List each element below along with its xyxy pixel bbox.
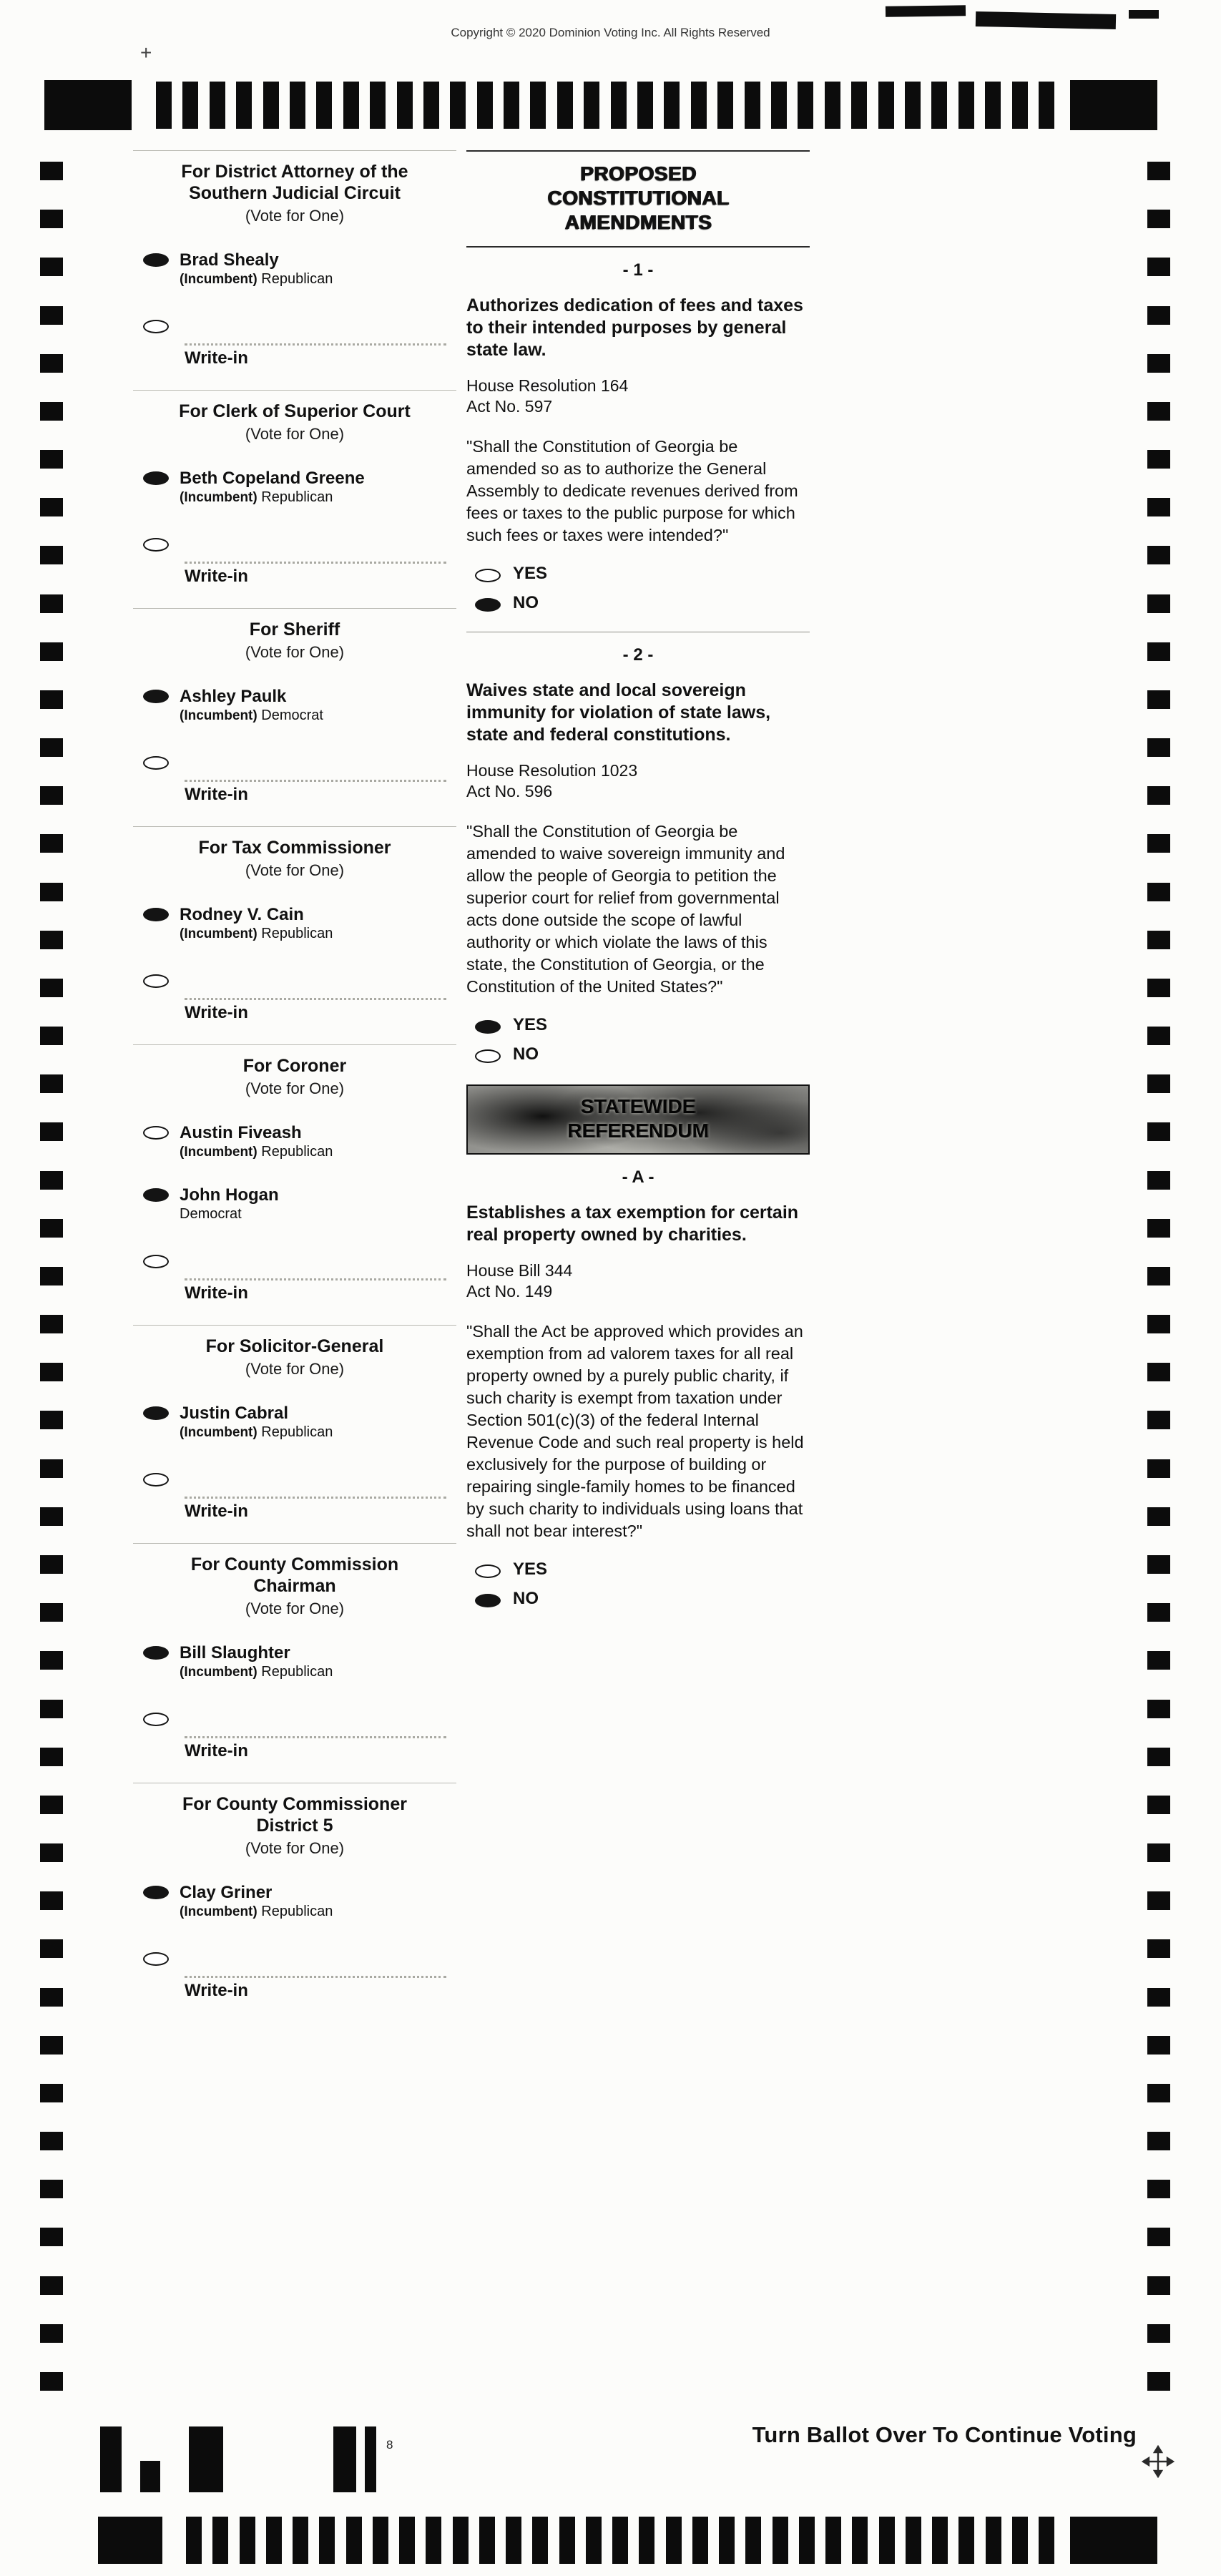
contest-solicitor-general	[133, 1325, 456, 1522]
vote-bubble[interactable]	[143, 1886, 169, 1899]
candidate-option[interactable]	[133, 1883, 456, 1921]
timing-marks-right	[1147, 162, 1170, 2391]
yes-label: YES	[513, 564, 548, 583]
candidate-detail	[180, 270, 333, 288]
candidate-detail	[180, 1903, 333, 1921]
write-in-option[interactable]	[133, 1949, 456, 1966]
candidate-detail	[180, 1424, 333, 1441]
contest-title: For Clerk of Superior Court	[179, 401, 411, 421]
vote-bubble[interactable]	[143, 471, 169, 485]
vote-bubble[interactable]	[475, 1564, 501, 1578]
four-way-arrows-icon	[1142, 2445, 1175, 2482]
candidate-name: Ashley Paulk	[180, 687, 287, 706]
candidate-option[interactable]	[133, 1643, 456, 1681]
contest-instruction: (Vote for One)	[245, 207, 345, 225]
write-in-bubble[interactable]	[143, 1713, 169, 1726]
contest-instruction: (Vote for One)	[245, 643, 345, 661]
write-in-area[interactable]	[185, 1278, 446, 1303]
candidate-party: Republican	[261, 1144, 333, 1160]
contest-commissioner-district-5	[133, 1783, 456, 2001]
contest-instruction: (Vote for One)	[245, 861, 345, 879]
measure-number: - 2 -	[622, 645, 654, 665]
timing-mark-block	[98, 2517, 162, 2564]
write-in-line[interactable]	[185, 343, 446, 346]
write-in-bubble[interactable]	[143, 756, 169, 770]
contest-sheriff	[133, 608, 456, 805]
vote-bubble[interactable]	[143, 690, 169, 703]
measure-summary: Authorizes dedication of fees and taxes to their intended purposes by general state law.	[466, 295, 803, 360]
candidate-detail	[180, 925, 333, 943]
write-in-bubble[interactable]	[143, 320, 169, 333]
contest-coroner	[133, 1044, 456, 1303]
measure-amendment-1	[466, 260, 810, 613]
contest-instruction: (Vote for One)	[245, 1360, 345, 1378]
contest-instruction: (Vote for One)	[245, 1079, 345, 1097]
timing-marks-left	[40, 162, 63, 2391]
yes-label: YES	[513, 1015, 548, 1034]
candidate-party: Republican	[261, 1664, 333, 1680]
candidate-option[interactable]	[133, 1404, 456, 1441]
write-in-label: Write-in	[185, 1283, 248, 1303]
measure-number: - A -	[622, 1167, 654, 1187]
contest-instruction: (Vote for One)	[245, 1600, 345, 1617]
candidate-qualifier: (Incumbent)	[180, 272, 258, 287]
contest-title: For County Commissioner District 5	[182, 1794, 407, 1836]
contest-clerk-superior-court	[133, 390, 456, 587]
contest-commission-chairman	[133, 1543, 456, 1761]
no-option[interactable]	[466, 1589, 810, 1609]
measure-number: - 1 -	[622, 260, 654, 280]
yes-option[interactable]	[466, 1015, 810, 1035]
measures-column	[466, 150, 810, 1609]
candidate-option[interactable]	[133, 905, 456, 943]
measure-question: "Shall the Constitution of Georgia be amended so as to authorize the General Assembly to dedicate revenues derived from fees or taxes to the public purpose for which such fees or taxes were intended?"	[466, 437, 798, 544]
measure-summary: Establishes a tax exemption for certain real property owned by charities.	[466, 1203, 799, 1245]
candidate-option[interactable]	[133, 687, 456, 725]
vote-bubble[interactable]	[143, 253, 169, 267]
timing-mark-block	[1070, 2517, 1157, 2564]
copyright-line: Copyright © 2020 Dominion Voting Inc. All Rights Reserved	[451, 26, 770, 39]
candidate-party: Republican	[261, 489, 333, 505]
write-in-option[interactable]	[133, 1252, 456, 1268]
timing-marks-bottom	[186, 2517, 1054, 2564]
contest-title: For Solicitor-General	[205, 1336, 384, 1356]
section-header-text: STATEWIDE REFERENDUM	[567, 1095, 709, 1142]
contest-title: For Sheriff	[249, 619, 340, 640]
contest-instruction: (Vote for One)	[245, 1839, 345, 1857]
candidate-party: Democrat	[180, 1206, 242, 1222]
vote-bubble[interactable]	[475, 598, 501, 612]
write-in-label: Write-in	[185, 348, 248, 368]
turn-ballot-instruction: Turn Ballot Over To Continue Voting	[752, 2422, 1137, 2447]
write-in-label: Write-in	[185, 567, 248, 586]
write-in-option[interactable]	[133, 971, 456, 988]
write-in-area[interactable]	[185, 1497, 446, 1522]
contest-title: For County Commission Chairman	[190, 1554, 399, 1596]
candidate-name: Rodney V. Cain	[180, 905, 304, 924]
section-header-referendum	[466, 1084, 810, 1155]
write-in-label: Write-in	[185, 1502, 248, 1521]
alignment-mark	[140, 2461, 160, 2492]
candidate-name: Austin Fiveash	[180, 1123, 302, 1142]
candidate-detail	[180, 707, 323, 725]
write-in-option[interactable]	[133, 753, 456, 770]
candidate-option[interactable]	[133, 1185, 456, 1223]
candidate-qualifier: (Incumbent)	[180, 1425, 258, 1440]
candidate-party: Republican	[261, 1424, 333, 1440]
measure-reference-2: Act No. 596	[466, 782, 553, 800]
candidate-party: Republican	[261, 926, 333, 941]
measure-reference-1: House Bill 344	[466, 1261, 573, 1280]
no-label: NO	[513, 1589, 539, 1608]
redaction-mark	[976, 11, 1116, 29]
section-header-amendments	[466, 150, 810, 248]
registration-mark: +	[140, 41, 152, 64]
measure-reference-2: Act No. 597	[466, 397, 553, 416]
candidate-detail	[180, 1663, 333, 1681]
section-header-text: PROPOSED CONSTITUTIONAL AMENDMENTS	[546, 162, 730, 233]
write-in-bubble[interactable]	[143, 974, 169, 988]
measure-referendum-a	[466, 1167, 810, 1609]
candidate-name: Bill Slaughter	[180, 1643, 290, 1662]
redaction-mark	[1129, 10, 1159, 19]
yes-label: YES	[513, 1559, 548, 1579]
candidate-option[interactable]	[133, 250, 456, 288]
timing-mark-block	[1070, 80, 1157, 130]
write-in-line[interactable]	[185, 1497, 446, 1499]
write-in-area[interactable]	[185, 780, 446, 805]
measure-reference-2: Act No. 149	[466, 1282, 553, 1301]
contests-column	[133, 150, 456, 2001]
write-in-option[interactable]	[133, 317, 456, 333]
vote-bubble[interactable]	[143, 1646, 169, 1660]
candidate-qualifier: (Incumbent)	[180, 1665, 258, 1680]
write-in-line[interactable]	[185, 562, 446, 564]
write-in-bubble[interactable]	[143, 1473, 169, 1487]
alignment-mark	[100, 2426, 122, 2492]
write-in-option[interactable]	[133, 1710, 456, 1726]
write-in-option[interactable]	[133, 1470, 456, 1487]
measure-question: "Shall the Act be approved which provides an exemption from ad valorem taxes for all real property owned by a purely public charity, if such charity is exempt from taxation under Section 501(c)(3) of the federal Internal Revenue Code and such real property is held exclusively for the purpose of building or repairing single-family homes to be financed by such charity to individuals using loans that shall not bear interest?"	[466, 1322, 804, 1540]
write-in-label: Write-in	[185, 785, 248, 804]
timing-marks-top	[156, 82, 1054, 129]
candidate-option[interactable]	[133, 469, 456, 506]
contest-title: For District Attorney of the Southern Judicial Circuit	[181, 162, 408, 203]
candidate-party: Republican	[261, 1904, 333, 1919]
vote-bubble[interactable]	[143, 1188, 169, 1202]
vote-bubble[interactable]	[475, 1020, 501, 1034]
yes-option[interactable]	[466, 1559, 810, 1580]
alignment-mark	[333, 2426, 356, 2492]
write-in-line[interactable]	[185, 1976, 446, 1978]
no-label: NO	[513, 1044, 539, 1064]
write-in-label: Write-in	[185, 1741, 248, 1760]
candidate-name: Clay Griner	[180, 1883, 273, 1902]
write-in-line[interactable]	[185, 1278, 446, 1280]
write-in-label: Write-in	[185, 1003, 248, 1022]
write-in-bubble[interactable]	[143, 538, 169, 552]
yes-option[interactable]	[466, 564, 810, 584]
candidate-detail	[180, 489, 365, 506]
alignment-mark	[189, 2426, 223, 2492]
write-in-area[interactable]	[185, 998, 446, 1023]
contest-title: For Tax Commissioner	[198, 838, 391, 858]
candidate-party: Republican	[261, 271, 333, 287]
vote-bubble[interactable]	[143, 908, 169, 921]
no-option[interactable]	[466, 593, 810, 613]
candidate-name: Justin Cabral	[180, 1404, 289, 1423]
no-label: NO	[513, 593, 539, 612]
write-in-bubble[interactable]	[143, 1255, 169, 1268]
vote-bubble[interactable]	[475, 569, 501, 582]
contest-district-attorney	[133, 150, 456, 368]
candidate-party: Democrat	[261, 707, 323, 723]
write-in-area[interactable]	[185, 1736, 446, 1761]
write-in-line[interactable]	[185, 1736, 446, 1738]
sheet-marker: 8	[386, 2438, 393, 2452]
timing-mark-block	[44, 80, 132, 130]
measure-reference-1: House Resolution 1023	[466, 761, 638, 780]
write-in-option[interactable]	[133, 535, 456, 552]
candidate-qualifier: (Incumbent)	[180, 1904, 258, 1919]
candidate-qualifier: (Incumbent)	[180, 926, 258, 941]
contest-title: For Coroner	[242, 1056, 347, 1076]
alignment-mark	[365, 2426, 376, 2492]
candidate-name: Brad Shealy	[180, 250, 279, 270]
write-in-area[interactable]	[185, 343, 446, 368]
vote-bubble[interactable]	[475, 1594, 501, 1607]
vote-bubble[interactable]	[143, 1126, 169, 1140]
redaction-mark	[886, 5, 966, 17]
contest-instruction: (Vote for One)	[245, 425, 345, 443]
measure-amendment-2	[466, 632, 810, 1064]
candidate-qualifier: (Incumbent)	[180, 490, 258, 505]
no-option[interactable]	[466, 1044, 810, 1064]
vote-bubble[interactable]	[475, 1049, 501, 1063]
write-in-area[interactable]	[185, 1976, 446, 2001]
write-in-label: Write-in	[185, 1981, 248, 2000]
measure-reference-1: House Resolution 164	[466, 376, 629, 395]
measure-summary: Waives state and local sovereign immunity for violation of state laws, state and federal constitutions.	[466, 680, 771, 745]
candidate-qualifier: (Incumbent)	[180, 1145, 258, 1160]
write-in-line[interactable]	[185, 998, 446, 1000]
write-in-area[interactable]	[185, 562, 446, 587]
contest-tax-commissioner	[133, 826, 456, 1023]
candidate-qualifier: (Incumbent)	[180, 708, 258, 723]
candidate-option[interactable]	[133, 1123, 456, 1161]
candidate-name: Beth Copeland Greene	[180, 469, 365, 488]
candidate-detail	[180, 1205, 279, 1223]
candidate-detail	[180, 1143, 333, 1161]
write-in-bubble[interactable]	[143, 1952, 169, 1966]
vote-bubble[interactable]	[143, 1406, 169, 1420]
candidate-name: John Hogan	[180, 1185, 279, 1205]
write-in-line[interactable]	[185, 780, 446, 782]
measure-question: "Shall the Constitution of Georgia be amended to waive sovereign immunity and allow the people of Georgia to petition the superior court for relief from governmental acts done outside the scope of lawful authority or which violate the laws of this state, the Constitution of Georgia, or the Constitution of the United States?"	[466, 822, 785, 996]
